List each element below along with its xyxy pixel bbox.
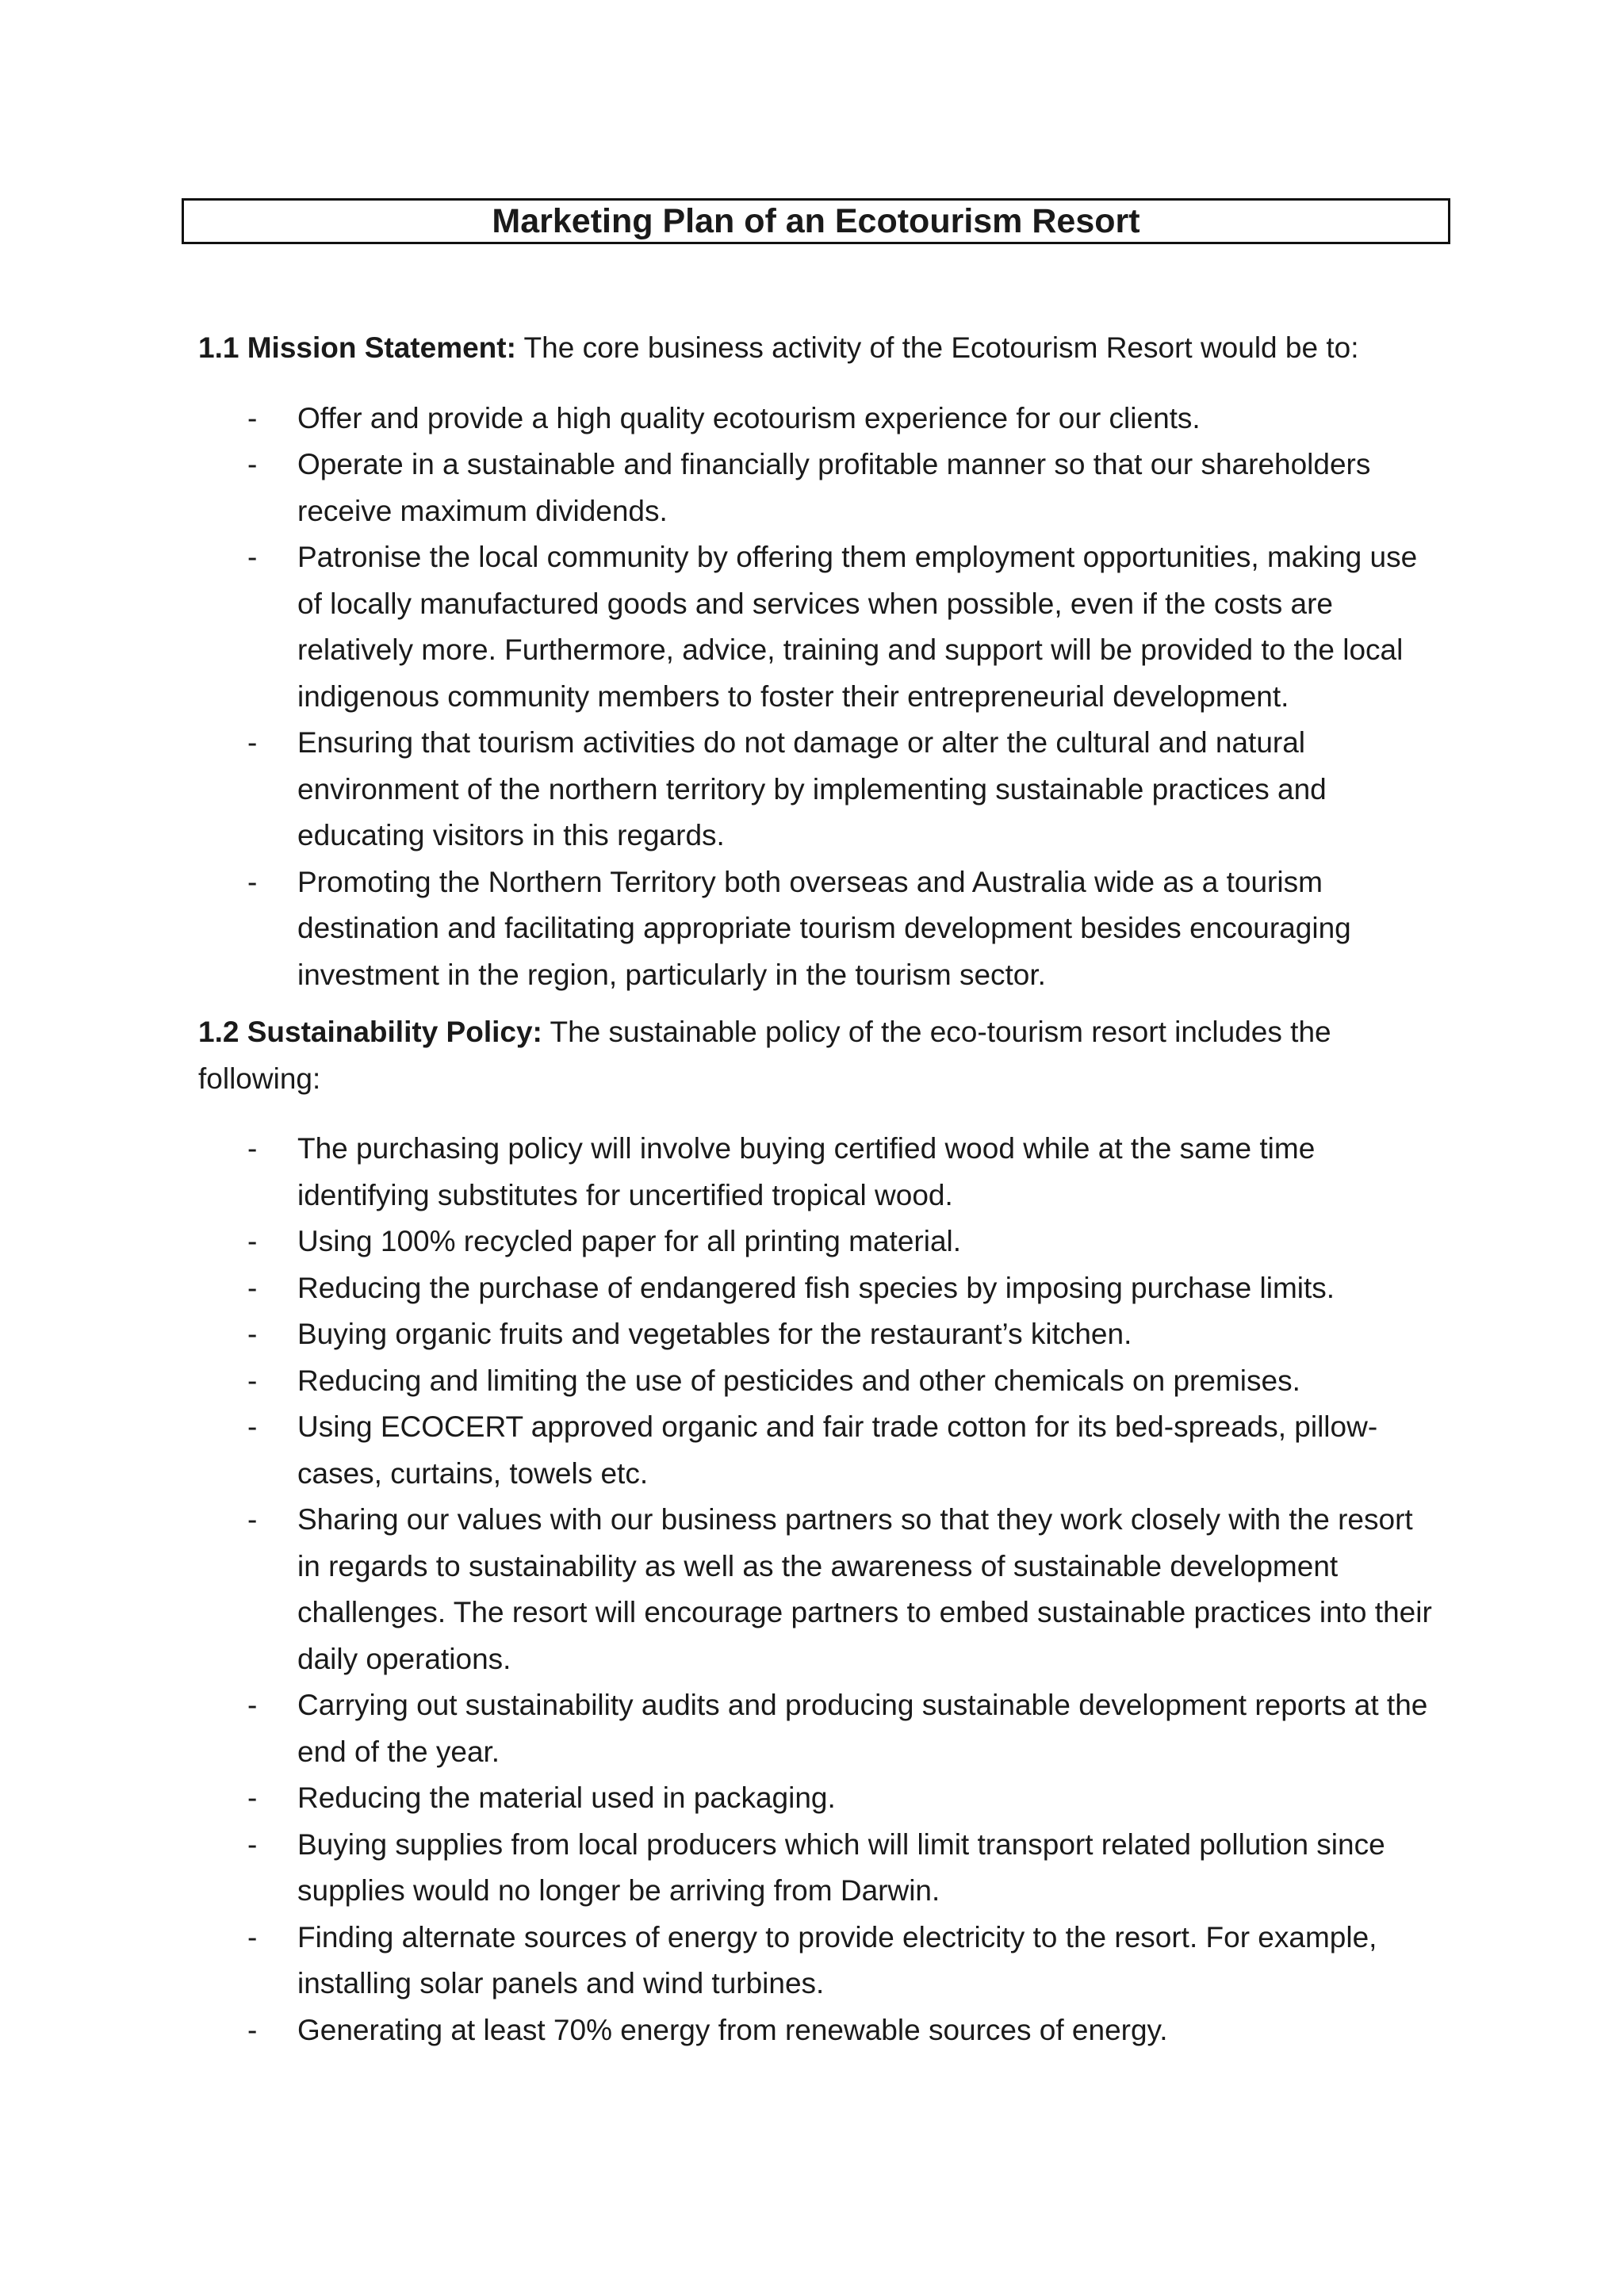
dash-marker: - [247, 448, 258, 480]
dash-marker: - [247, 1689, 258, 1721]
list-item [198, 396, 1435, 442]
list-item-text: Reducing the material used in packaging. [297, 1781, 836, 1814]
list-item [198, 1775, 1435, 1822]
list-item-text: Buying organic fruits and vegetables for the restaurant’s kitchen. [297, 1318, 1132, 1350]
list-item [198, 442, 1435, 534]
list-item [198, 534, 1435, 720]
list-item [198, 720, 1435, 859]
list-item-text: Offer and provide a high quality ecotourism experience for our clients. [297, 401, 1201, 434]
dash-marker: - [247, 1920, 258, 1954]
sustainability-policy-list [198, 1126, 1435, 2053]
dash-marker: - [247, 1781, 258, 1814]
list-item-text: The purchasing policy will involve buying certified wood while at the same time identifying substitutes for uncertified tropical wood. [297, 1132, 1316, 1211]
list-item-text: Using ECOCERT approved organic and fair trade cotton for its bed-spreads, pillow-cases, curtains, towels etc. [297, 1410, 1378, 1490]
dash-marker: - [247, 865, 258, 898]
list-item [198, 859, 1435, 999]
list-item [198, 1497, 1435, 1682]
document-body [198, 325, 1435, 2053]
section-intro: The core business activity of the Ecotourism Resort would be to: [515, 331, 1359, 364]
list-item-text: Using 100% recycled paper for all printing material. [297, 1225, 962, 1257]
list-item-text: Reducing the purchase of endangered fish species by imposing purchase limits. [297, 1271, 1335, 1304]
dash-marker: - [247, 2013, 258, 2046]
dash-marker: - [247, 1225, 258, 1257]
list-item-text: Ensuring that tourism activities do not damage or alter the cultural and natural environment of the northern territory by implementing sustainable practices and educating visitors in this regards. [297, 726, 1327, 851]
dash-marker: - [247, 541, 258, 573]
dash-marker: - [247, 1503, 258, 1536]
list-item-text: Sharing our values with our business partners so that they work closely with the resort in regards to sustainability as well as the awareness of sustainable development challenges. The resort will encourage partners to embed sustainable practices into their daily operations. [297, 1503, 1432, 1675]
dash-marker: - [247, 1827, 258, 1861]
list-item [198, 1126, 1435, 1219]
list-item-text: Promoting the Northern Territory both overseas and Australia wide as a tourism destination and facilitating appropriate tourism development besides encouraging investment in the region, particularly in the tourism sector. [297, 865, 1351, 991]
dash-marker: - [247, 1132, 258, 1165]
document-title: Marketing Plan of an Ecotourism Resort [182, 198, 1450, 244]
list-item [198, 1822, 1435, 1915]
list-item [198, 1265, 1435, 1312]
section-label: 1.2 Sustainability Policy: [198, 1016, 542, 1048]
list-item [198, 1682, 1435, 1775]
dash-marker: - [247, 401, 258, 434]
list-item-text: Buying supplies from local producers which will limit transport related pollution since supplies would no longer be arriving from Darwin. [297, 1827, 1385, 1907]
list-item [198, 1311, 1435, 1358]
section-intro: The sustainable policy of the eco-tourism resort includes the following: [198, 1016, 1331, 1095]
list-item-text: Carrying out sustainability audits and producing sustainable development reports at the end of the year. [297, 1689, 1428, 1768]
list-item [198, 2007, 1435, 2054]
sustainability-policy-heading [198, 1009, 1435, 1102]
dash-marker: - [247, 1271, 258, 1304]
list-item-text: Patronise the local community by offering them employment opportunities, making use of locally manufactured goods and services when possible, even if the costs are relatively more. Furthermore, advice, training and support will be provided to the local indigenous community members to foster their entrepreneurial development. [297, 541, 1418, 713]
list-item [198, 1219, 1435, 1265]
list-item [198, 1358, 1435, 1405]
mission-statement-list [198, 396, 1435, 999]
dash-marker: - [247, 726, 258, 759]
mission-statement-heading [198, 325, 1435, 372]
dash-marker: - [247, 1410, 258, 1443]
dash-marker: - [247, 1364, 258, 1397]
dash-marker: - [247, 1318, 258, 1350]
list-item-text: Finding alternate sources of energy to provide electricity to the resort. For example, installing solar panels and wind turbines. [297, 1920, 1377, 1999]
list-item-text: Operate in a sustainable and financially profitable manner so that our shareholders receive maximum dividends. [297, 448, 1371, 527]
list-item [198, 1915, 1435, 2007]
list-item [198, 1404, 1435, 1497]
list-item-text: Generating at least 70% energy from renewable sources of energy. [297, 2013, 1168, 2046]
list-item-text: Reducing and limiting the use of pesticides and other chemicals on premises. [297, 1364, 1300, 1397]
section-label: 1.1 Mission Statement: [198, 331, 516, 364]
